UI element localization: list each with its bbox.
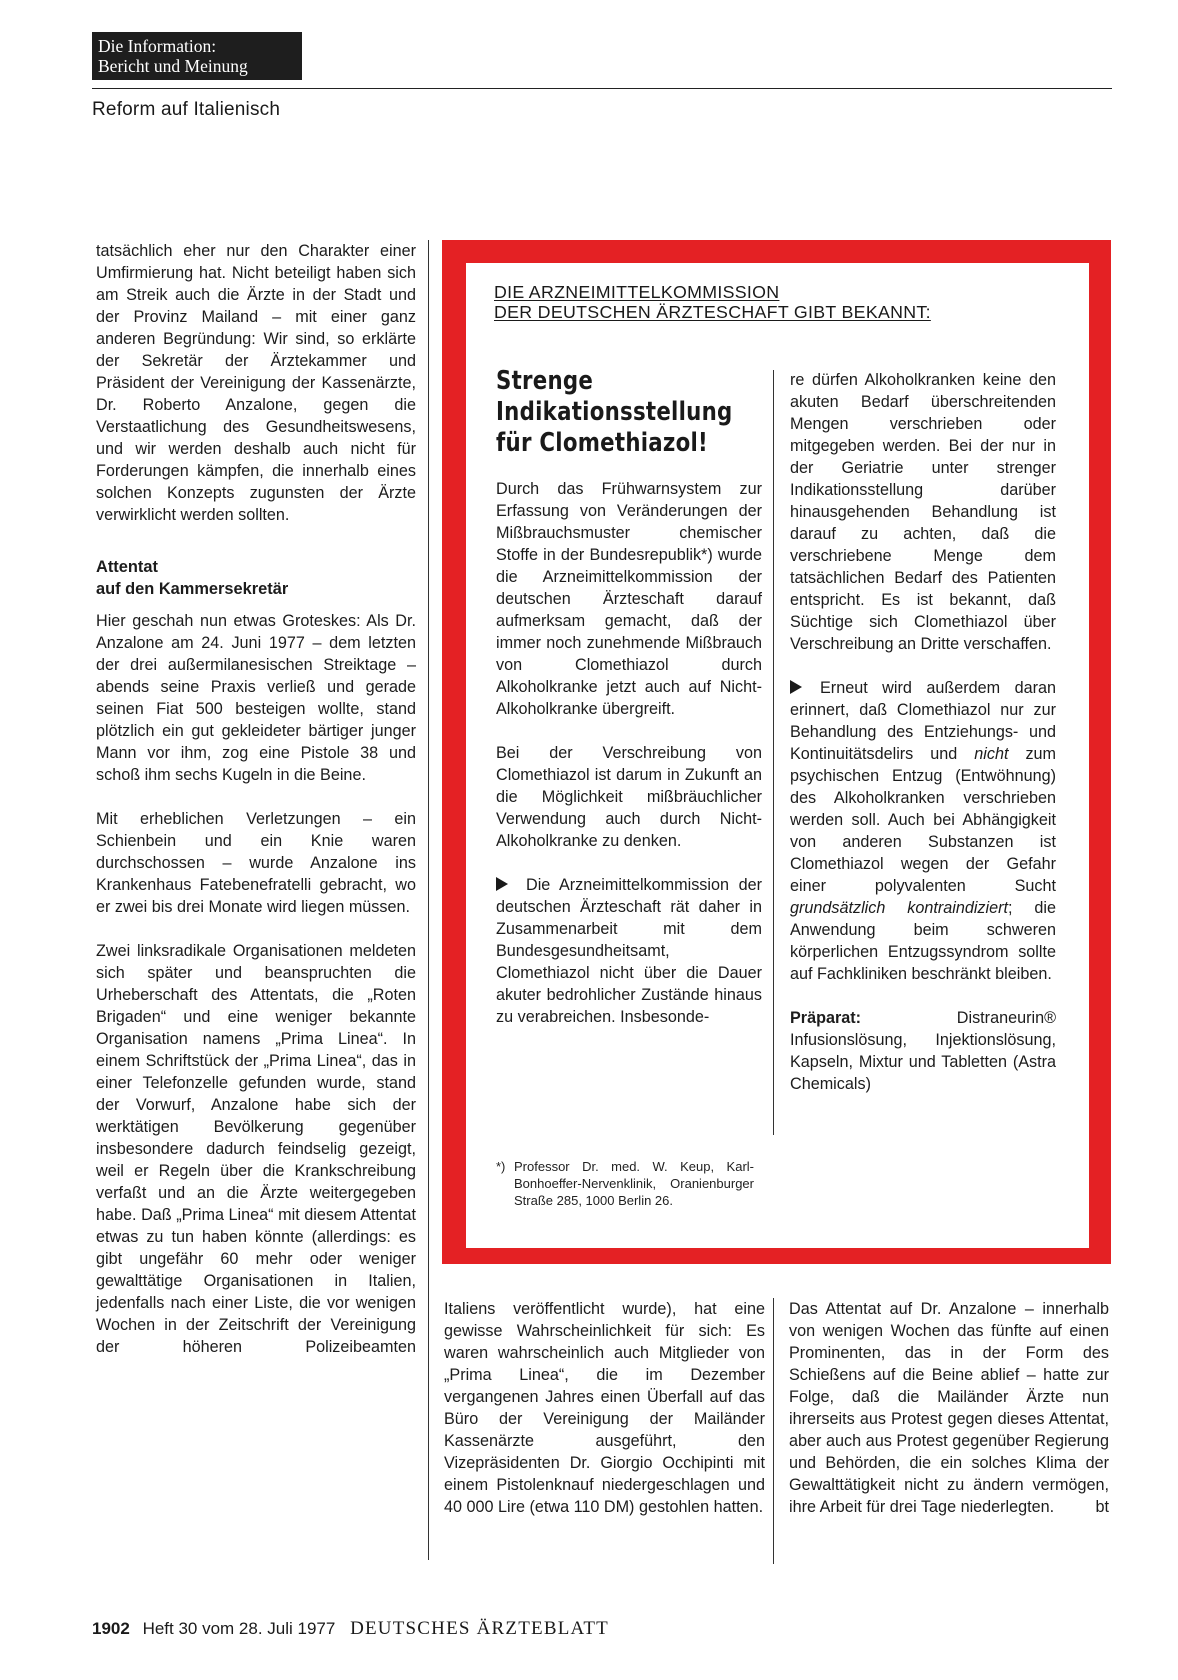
page-footer [92, 1618, 609, 1640]
footnote-text: Professor Dr. med. W. Keup, Karl-Bonhoeffer-Nervenklinik, Oranienburger Straße 285, 1000 Berlin 26. [514, 1159, 754, 1208]
footnote [496, 1158, 754, 1209]
rubric-line-1: Die Information: [98, 36, 217, 56]
paragraph [789, 1298, 1109, 1518]
author-signature: bt [1095, 1498, 1109, 1516]
emphasis: grundsätzlich kontraindiziert [790, 899, 1009, 917]
paragraph: Hier geschah nun etwas Groteskes: Als Dr. Anzalone am 24. Juni 1977 – dem letzten der drei außermilanesischen Streiktage – abends seine Praxis verließ und gerade seinen Fiat 500 besteigen wollte, stand plötzlich ein gut gekleideter bärtiger junger Mann vor ihm, zog eine Pistole 38 und schoß ihm sechs Kugeln in die Beine. [96, 612, 416, 784]
paragraph: re dürfen Alkoholkranken keine den akuten Bedarf überschreitenden Mengen verschrieben oder mitgegeben werden. Bei der nur in der Geriatrie unter strenger Indikationsstellung darüber hinausgehenden Behandlung ist darauf zu achten, daß die verschriebene Menge dem tatsächlichen Bedarf des Patienten entspricht. Es ist bekannt, daß Süchtige sich Clomethiazol über Verschreibung an Dritte verschaffen. [790, 371, 1056, 653]
section-title: Reform auf Italienisch [92, 99, 281, 120]
paragraph-text: ; die Anwendung beim schweren körperlichen Entzugssyndrom sollte auf Fachkliniken beschränkt bleiben. [790, 899, 1056, 983]
issue-info: Heft 30 vom 28. Juli 1977 [142, 1619, 336, 1638]
paragraph [790, 1007, 1056, 1095]
footnote-mark: *) [496, 1159, 506, 1174]
subheading-line-1: Attentat [96, 558, 158, 576]
article-column-left [96, 240, 416, 1358]
paragraph: Italiens veröffentlicht wurde), hat eine gewisse Wahrscheinlichkeit für sich: Es waren wahrscheinlich auch Mitglieder von „Prima Linea“, die im Dezember vergangenen Jahres einen Überfall auf das Büro der Vereinigung der Mailänder Kassenärzte ausgeführt, den Vizepräsidenten Dr. Giorgio Occhipinti mit einem Pistolenknauf niedergeschlagen und 40 000 Lire (etwa 110 DM) gestohlen hatten. [444, 1300, 765, 1516]
subheading-line-2: auf den Kammersekretär [96, 580, 289, 598]
page-number: 1902 [92, 1619, 130, 1638]
paragraph: tatsächlich eher nur den Charakter einer Umfirmierung hat. Nicht beteiligt haben sich am Streik auch die Ärzte in der Stadt und der Provinz Mailand – mit einer ganz anderen Begründung: Wir sind, so erklärte der Sekretär der Ärztekammer und Präsident der Vereinigung der Kassenärzte, Dr. Roberto Anzalone, gegen die Verstaatlichung des Gesundheitswesens, und wir werden deshalb auch nicht für Forderungen kämpfen, die innerhalb eines solchen Konzepts zugunsten der Ärzte verwirklicht werden sollten. [96, 242, 416, 524]
paragraph: Zwei linksradikale Organisationen meldeten sich später und beanspruchten die Urheberschaft des Attentats, die „Roten Brigaden“ und eine weniger bekannte Organisation namens „Prima Linea“. In einem Schriftstück der „Prima Linea“, das in einer Telefonzelle gefunden wurde, stand der Vorwurf, Anzalone habe sich der werktätigen Bevölkerung gegenüber insbesondere dadurch feindselig gezeigt, weil er Regeln über die Krankschreibung verfaßt und an die Ärzte weitergegeben habe. Daß „Prima Linea“ mit diesem Attentat etwas zu tun haben könnte (allerdings: es gibt ungefähr 60 mehr oder weniger gewalttätige Organisationen in Italien, jedenfalls nach einer Liste, die vor wenigen Wochen in der Zeitschrift der Vereinigung der höheren Polizeibeamten [96, 942, 416, 1356]
notice-title-line-1: Strenge [496, 366, 594, 396]
paragraph-text: Erneut wird außerdem daran erinnert, daß Clomethiazol nur zur Behandlung des Entziehungs- und Kontinuitätsdelirs und [790, 679, 1056, 763]
article-column-middle [444, 1298, 765, 1518]
notice-title [496, 366, 733, 459]
magazine-name: DEUTSCHES ÄRZTEBLATT [350, 1618, 609, 1639]
notice-header-line-1: DIE ARZNEIMITTELKOMMISSION [494, 282, 780, 302]
paragraph-text: Das Attentat auf Dr. Anzalone – innerhalb von wenigen Wochen das fünfte auf einen Prominenten, das in der Form des Schießens auf die Beine ablief – hatte zur Folge, daß die Mailänder Ärzte nun ihrerseits aus Protest gegen dieses Attentat, aber auch aus Protest gegenüber Regierung und Behörden, die ein solches Klima der Gewalttätigkeit nicht zu ändern vermögen, ihre Arbeit für drei Tage niederlegten. [789, 1300, 1109, 1516]
emphasis: nicht [974, 745, 1009, 763]
triangle-bullet-icon [790, 680, 802, 694]
paragraph: Durch das Frühwarnsystem zur Erfassung von Veränderungen der Mißbrauchsmuster chemischer Stoffe in der Bundesrepublik*) wurde die Arzneimittelkommission der deutschen Ärzteschaft darauf aufmerksam gemacht, daß der immer noch zunehmende Mißbrauch von Clomethiazol durch Alkoholkranke jetzt auch auf Nicht-Alkoholkranke übergreift. [496, 480, 762, 718]
notice-column-left [496, 478, 762, 1028]
notice-column-rule [773, 370, 774, 1135]
notice-title-line-2: Indikationsstellung [496, 397, 733, 427]
column-rule [428, 240, 429, 1560]
notice-column-right [790, 369, 1056, 1095]
paragraph-text: Die Arzneimittelkommission der deutschen Ärzteschaft rät daher in Zusammenarbeit mit dem Bundesgesundheitsamt, Clomethiazol nicht über die Dauer akuter bedrohlicher Zustände hinaus zu verabreichen. Insbesonde- [496, 876, 762, 1026]
paragraph-text: Bei der Verschreibung von Clomethiazol ist darum in Zukunft an die Möglichkeit mißbräuchlicher Verwendung auch durch Nicht-Alkoholkranke zu denken. [496, 744, 762, 850]
notice-header [494, 282, 1034, 322]
paragraph [496, 874, 762, 1028]
triangle-bullet-icon [496, 877, 508, 891]
rubric-line-2: Bericht und Meinung [98, 56, 248, 76]
column-rule [773, 1298, 774, 1564]
paragraph: Mit erheblichen Verletzungen – ein Schienbein und ein Knie waren durchschossen – wurde Anzalone ins Krankenhaus Fatebenefratelli gebracht, wo er zwei bis drei Monate wird liegen müssen. [96, 810, 416, 916]
paragraph-text: zum psychischen Entzug (Entwöhnung) des Alkoholkranken verschrieben werden soll. Auch bei Abhängigkeit von anderen Substanzen ist Clomethiazol wegen der Gefahr einer polyvalenten Sucht [790, 745, 1057, 895]
praeparat-label: Präparat: [790, 1009, 862, 1027]
notice-header-line-2: DER DEUTSCHEN ÄRZTESCHAFT GIBT BEKANNT: [494, 302, 931, 322]
subheading [96, 556, 416, 600]
rubric-box [92, 32, 302, 80]
article-column-right [789, 1298, 1109, 1518]
paragraph [496, 742, 762, 852]
praeparat-text: Distraneurin® Infusionslösung, Injektionslösung, Kapseln, Mixtur und Tabletten (Astra Chemicals) [790, 1009, 1056, 1093]
paragraph [790, 677, 1056, 985]
header-rule [92, 88, 1112, 89]
notice-title-line-3: für Clomethiazol! [496, 428, 709, 458]
